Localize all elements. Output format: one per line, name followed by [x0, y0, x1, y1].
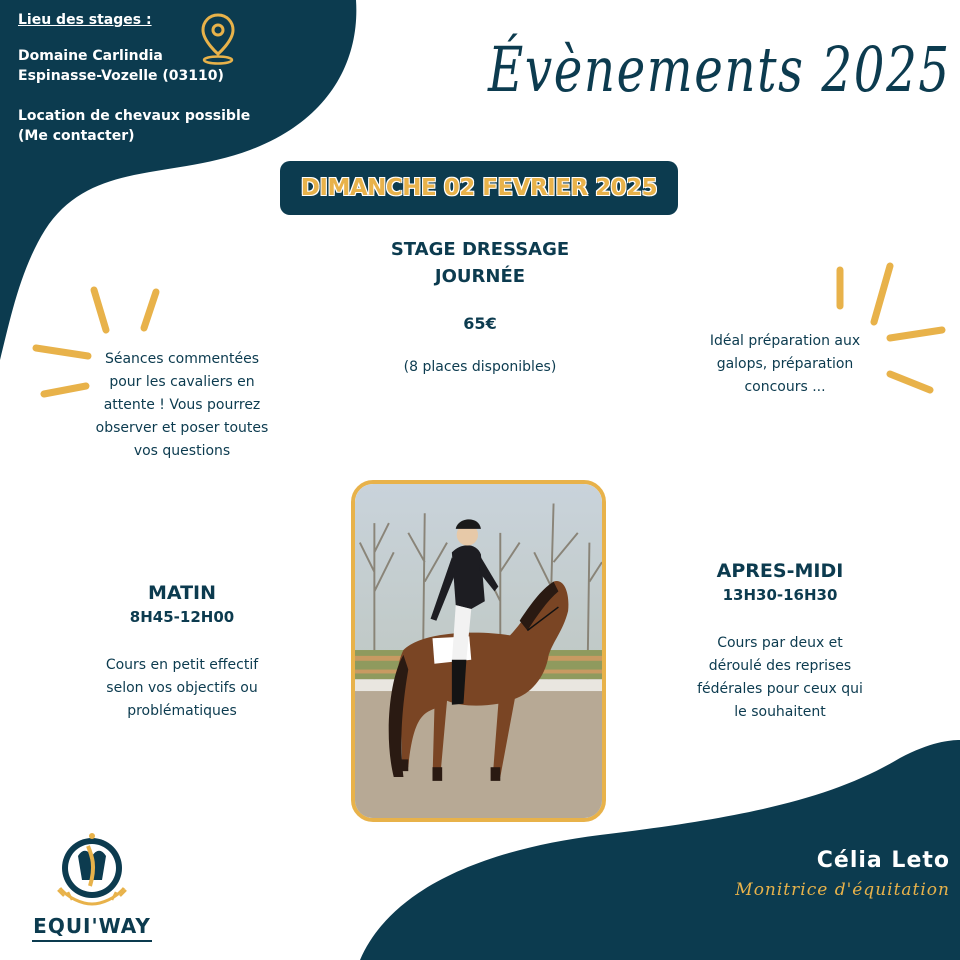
commented-sessions-note: Séances commentées pour les cavaliers en attente ! Vous pourrez observer et poser toutes vos questions	[95, 351, 269, 459]
stage-title-line1: STAGE DRESSAGE	[390, 239, 570, 260]
horse-rental-line: Location de chevaux possible	[18, 108, 251, 124]
stage-price: 65€	[463, 314, 497, 333]
page-title: Évènements 2025	[488, 33, 951, 106]
venue-city: Espinasse-Vozelle (03110)	[18, 68, 224, 84]
logo-wordmark: EQUI'WAY	[32, 914, 152, 942]
stage-info	[330, 236, 630, 375]
date-banner	[280, 161, 678, 215]
venue-name: Domaine Carlindia	[18, 48, 163, 64]
available-places: (8 places disponibles)	[403, 359, 557, 375]
morning-session	[92, 580, 272, 723]
afternoon-session	[690, 558, 870, 724]
session-time: 13H30-16H30	[722, 586, 838, 604]
contact-line: (Me contacter)	[18, 128, 135, 144]
venue-label: Lieu des stages :	[18, 12, 152, 28]
map-pin-icon	[196, 12, 240, 66]
session-time: 8H45-12H00	[129, 608, 235, 626]
rider-horse-photo	[351, 480, 606, 822]
preparation-note: Idéal préparation aux galops, préparation concours ...	[709, 333, 861, 395]
session-description: Cours par deux et déroulé des reprises fédérales pour ceux qui le souhaitent	[697, 635, 863, 720]
stage-title-line2: JOURNÉE	[434, 266, 526, 287]
event-date: DIMANCHE 02 FEVRIER 2025	[300, 175, 658, 201]
session-description: Cours en petit effectif selon vos objectifs ou problématiques	[105, 657, 259, 719]
session-name: APRES-MIDI	[716, 560, 844, 582]
instructor-role: Monitrice d'équitation	[735, 880, 950, 900]
session-name: MATIN	[147, 582, 217, 604]
instructor-name: Célia Leto	[816, 848, 950, 873]
stage-title	[330, 236, 630, 290]
